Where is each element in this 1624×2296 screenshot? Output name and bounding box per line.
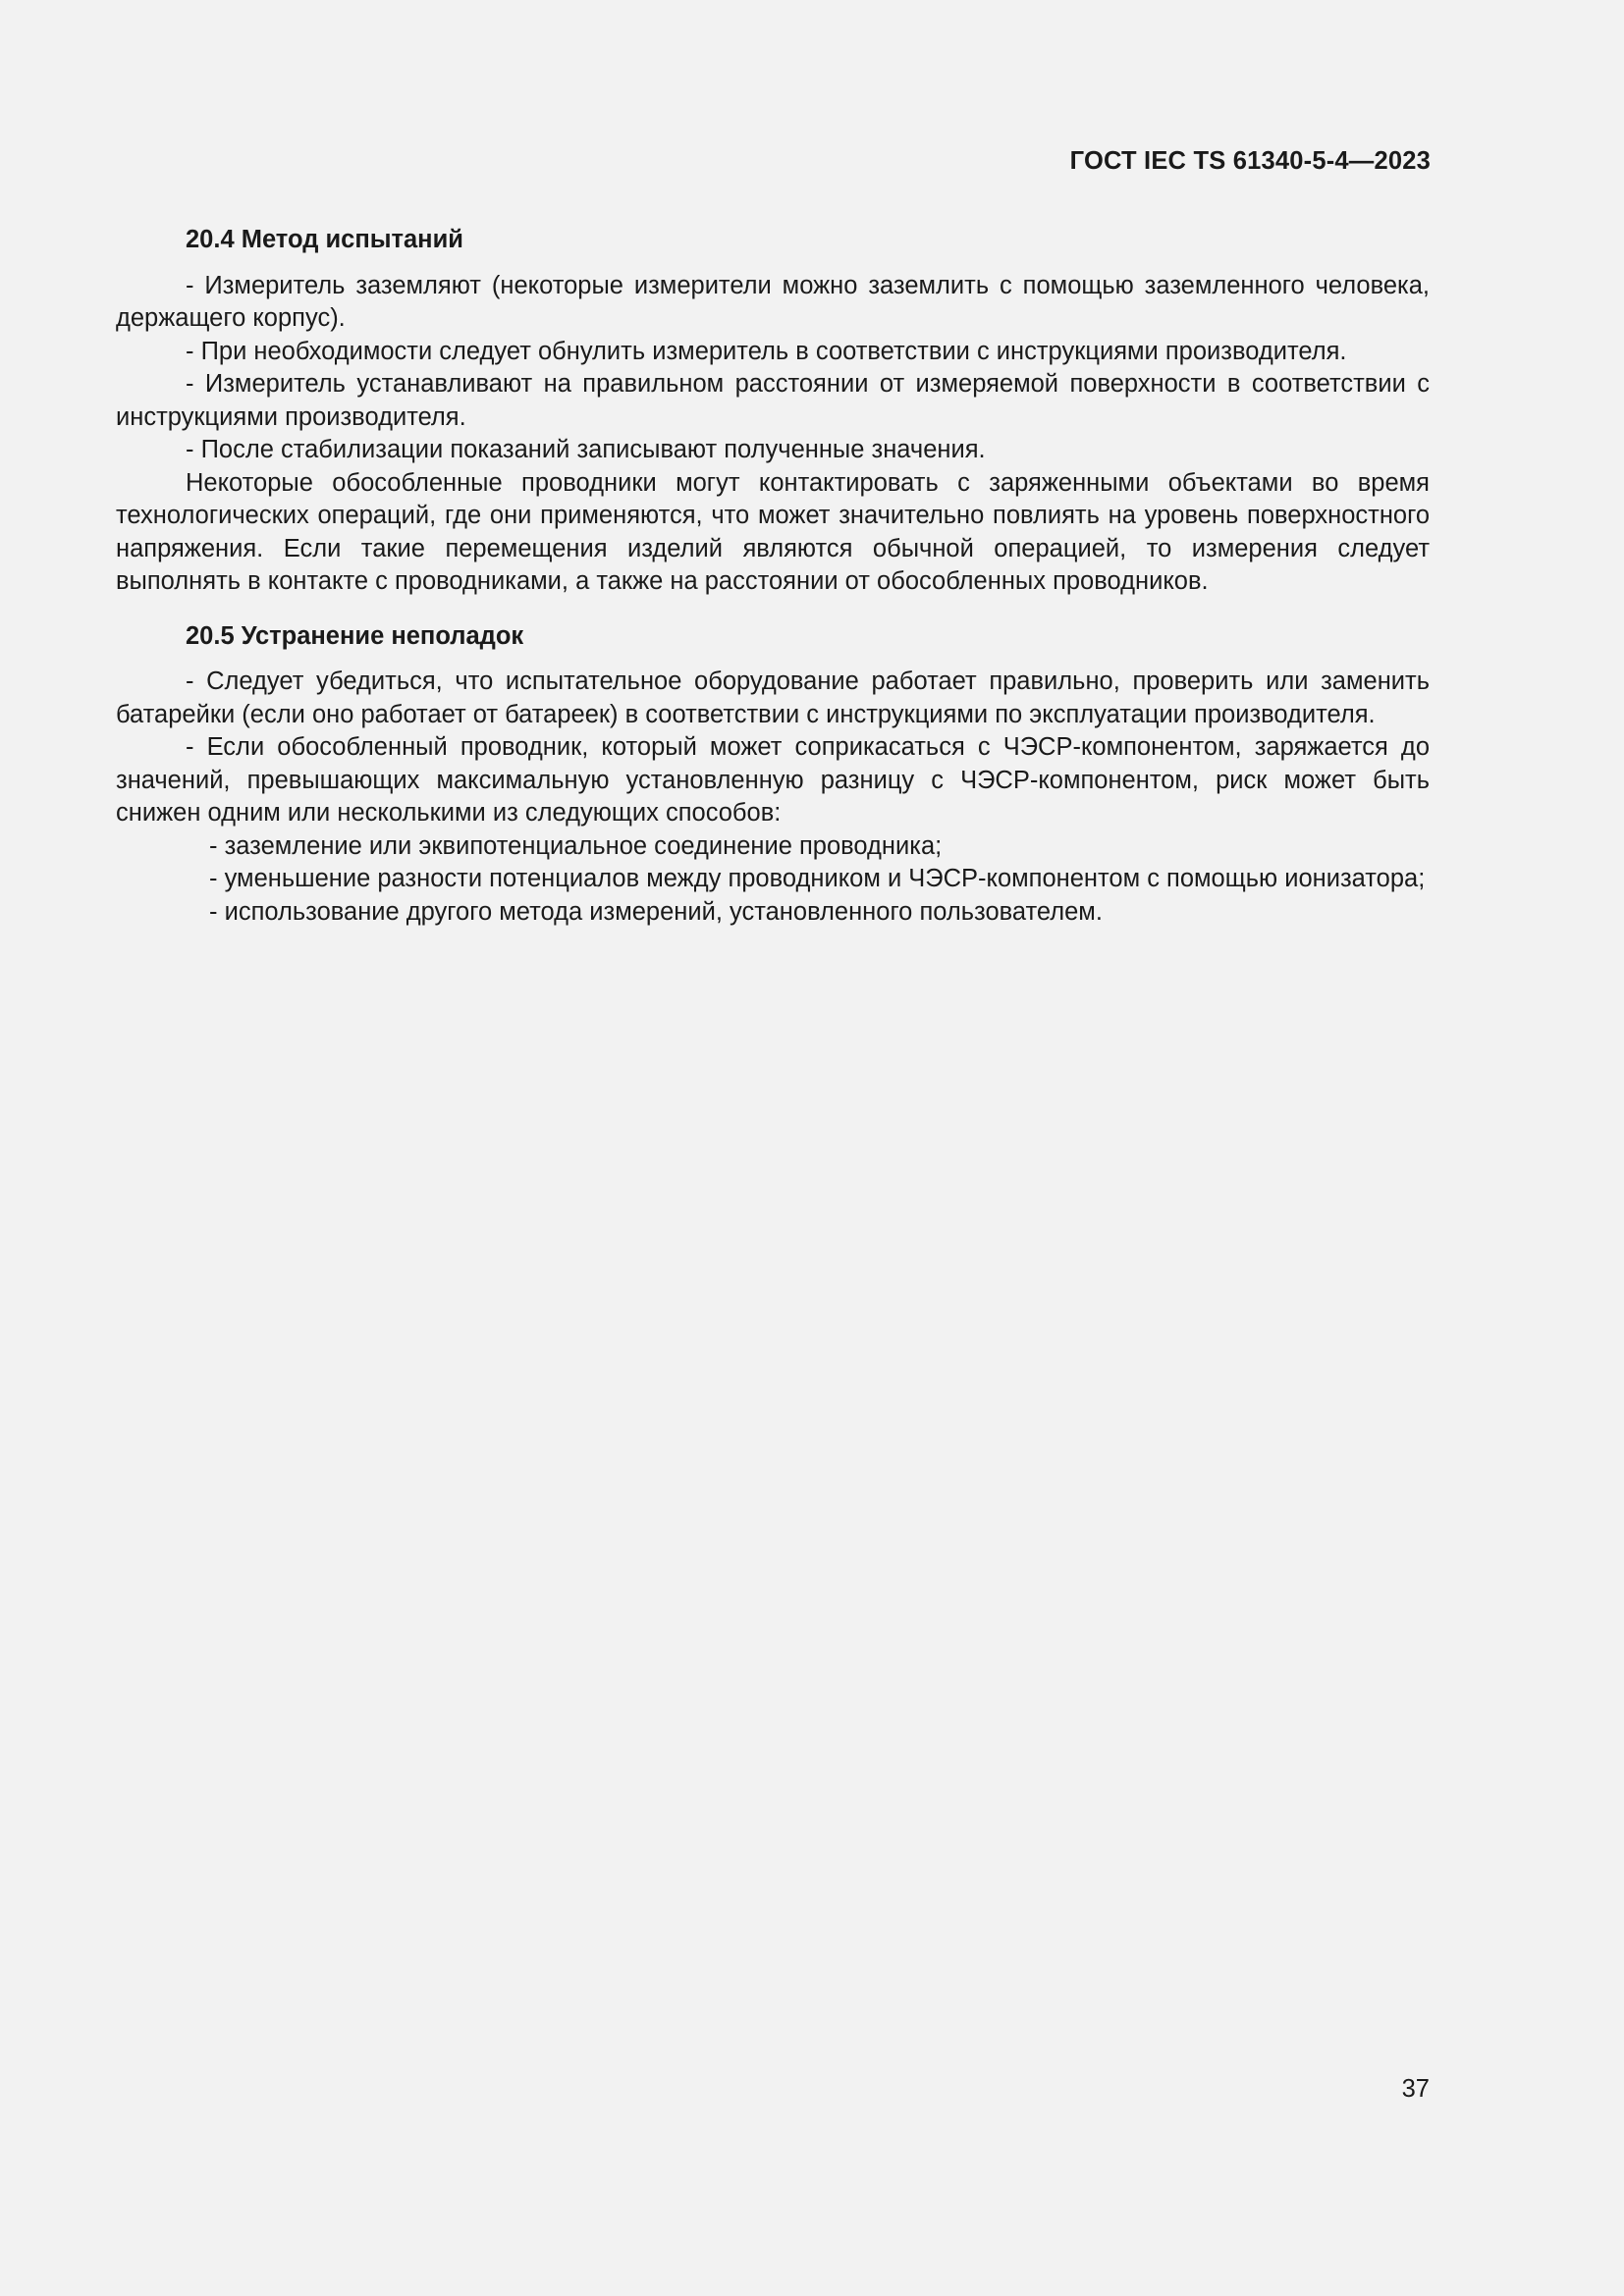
paragraph-20-4-5: Некоторые обособленные проводники могут контактировать с заряженными объектами во время технологических операций, где они применяются, что может значительно повлиять на уровень поверхностного напряжения. Если такие перемещения изделий являются обычной операцией, то измерения следует выполнять в контакте с проводниками, а также на расстоянии от обособленных проводников. xyxy=(116,468,1430,595)
document-code-header: ГОСТ IEC TS 61340-5-4—2023 xyxy=(1069,147,1431,175)
paragraph-20-5-1: - Следует убедиться, что испытательное оборудование работает правильно, проверить или заменить батарейки (если оно работает от батареек) в соответствии с инструкциями по эксплуатации производителя. xyxy=(116,667,1430,728)
paragraph-20-5-2: - Если обособленный проводник, который может соприкасаться с ЧЭСР-компонентом, заряжается до значений, превышающих максимальную установленную разницу с ЧЭСР-компонентом, риск может быть снижен одним или несколькими из следующих способов: xyxy=(116,733,1430,827)
paragraph-20-4-3: - Измеритель устанавливают на правильном расстоянии от измеряемой поверхности в соответствии с инструкциями производителя. xyxy=(116,370,1430,431)
sub-item-3: - использование другого метода измерений, установленного пользователем. xyxy=(209,897,1103,926)
section-title-20-5: 20.5 Устранение неполадок xyxy=(186,621,524,650)
sub-item-2: - уменьшение разности потенциалов между проводником и ЧЭСР-компонентом с помощью ионизатора; xyxy=(209,865,1426,892)
page-number: 37 xyxy=(1401,2075,1430,2103)
paragraph-20-4-4: - После стабилизации показаний записывают полученные значения. xyxy=(186,436,986,463)
paragraph-20-4-2: - При необходимости следует обнулить измеритель в соответствии с инструкциями производителя. xyxy=(186,337,1347,365)
paragraph-20-4-1: - Измеритель заземляют (некоторые измерители можно заземлить с помощью заземленного человека, держащего корпус). xyxy=(116,271,1430,332)
document-body xyxy=(116,224,1430,929)
section-title-20-4: 20.4 Метод испытаний xyxy=(186,226,463,253)
sub-item-1: - заземление или эквипотенциальное соединение проводника; xyxy=(209,831,943,860)
